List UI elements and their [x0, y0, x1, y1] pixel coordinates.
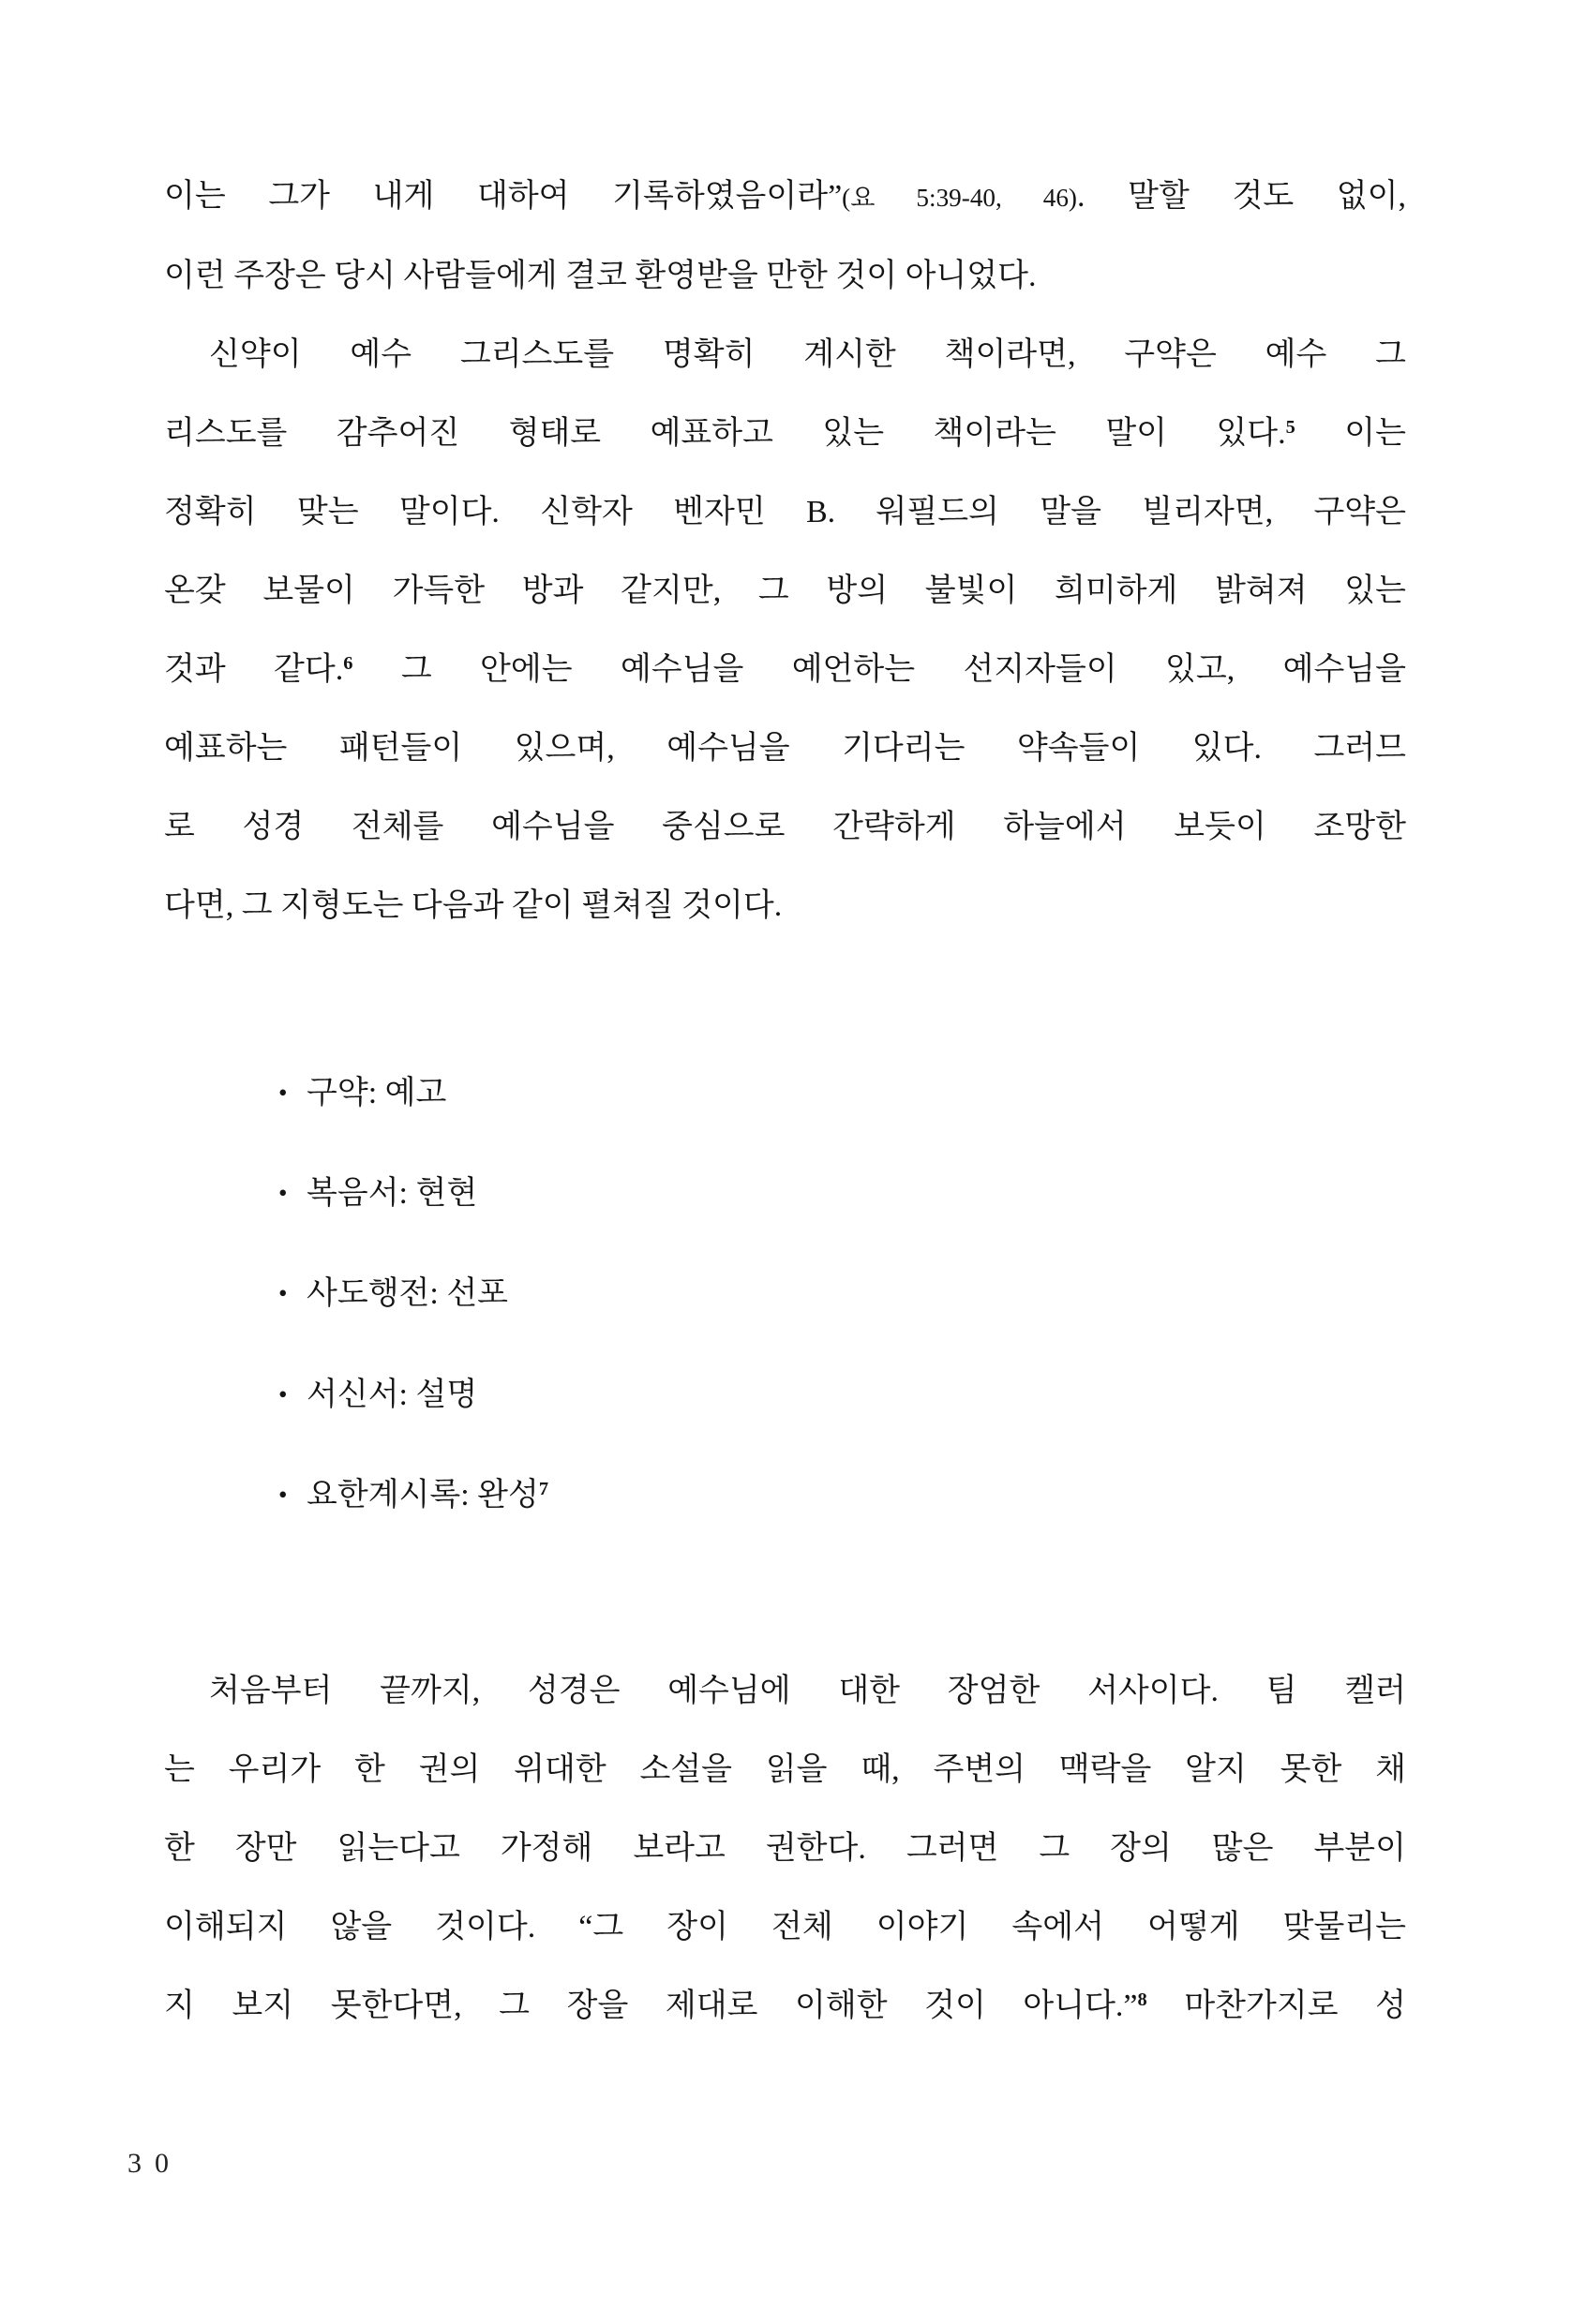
paragraph [164, 316, 1406, 946]
bullet-list [278, 1043, 1406, 1545]
text-line [164, 1967, 1406, 2046]
page-number: 30 [127, 2148, 182, 2179]
line-segment: 요한계시록: 완성 [307, 1477, 539, 1512]
line-segment: 예표하는 패턴들이 있으며, 예수님을 기다리는 약속들이 있다. 그러므 [164, 731, 1406, 766]
bullet-dot-icon: • [278, 1079, 288, 1107]
line-segment: 그 안에는 예수님을 예언하는 선지자들이 있고, 예수님을 [352, 652, 1406, 687]
text-line [164, 1810, 1406, 1888]
bullet-dot-icon: • [278, 1179, 288, 1208]
text-line [164, 395, 1406, 473]
line-segment: 복음서: 현현 [307, 1176, 478, 1212]
line-segment: 구약: 예고 [307, 1076, 447, 1111]
bullet-dot-icon: • [278, 1480, 288, 1509]
line-segment: 사도행전: 선포 [307, 1276, 509, 1312]
text-line [164, 552, 1406, 631]
line-segment: 한 장만 읽는다고 가정해 보라고 권한다. 그러면 그 장의 많은 부분이 [164, 1830, 1406, 1866]
line-segment: 것과 같다. [164, 652, 344, 687]
line-segment: 온갖 보물이 가득한 방과 같지만, 그 방의 불빛이 희미하게 밝혀져 있는 [164, 574, 1406, 608]
bullet-item [278, 1143, 1406, 1244]
text-line [164, 709, 1406, 788]
text-line [164, 157, 1406, 237]
bullet-item [278, 1445, 1406, 1545]
bullet-dot-icon: • [278, 1379, 288, 1408]
line-segment: . 말할 것도 없이, [1077, 179, 1406, 214]
footnote-marker: 7 [538, 1478, 549, 1499]
footnote-marker: 5 [1285, 416, 1295, 438]
line-segment: 는 우리가 한 권의 위대한 소설을 읽을 때, 주변의 맥락을 알지 못한 채 [164, 1751, 1406, 1787]
line-segment: 이는 그가 내게 대하여 기록하였음이라” [164, 179, 843, 214]
bullet-item [278, 1043, 1406, 1143]
text-line [164, 237, 1406, 316]
line-segment: 이는 [1295, 416, 1406, 451]
line-segment: 다면, 그 지형도는 다음과 같이 펼쳐질 것이다. [164, 888, 783, 923]
text-line [164, 1888, 1406, 1967]
bullet-item [278, 1244, 1406, 1344]
text-line [164, 316, 1406, 395]
paragraph [164, 1652, 1406, 2046]
footnote-marker: 6 [343, 652, 353, 674]
line-segment: 이런 주장은 당시 사람들에게 결코 환영받을 만한 것이 아니었다. [164, 259, 1037, 293]
line-segment: 마찬가지로 성 [1146, 1988, 1406, 2023]
line-segment: 처음부터 끝까지, 성경은 예수님에 대한 장엄한 서사이다. 팀 켈러 [209, 1673, 1406, 1708]
paragraph [164, 157, 1406, 316]
text-block [164, 157, 1406, 2046]
bullet-item [278, 1345, 1406, 1445]
text-line [164, 867, 1406, 946]
line-segment: 신약이 예수 그리스도를 명확히 계시한 책이라면, 구약은 예수 그 [209, 337, 1406, 372]
line-segment: 이해되지 않을 것이다. “그 장이 전체 이야기 속에서 어떻게 맞물리는 [164, 1909, 1406, 1944]
line-segment: 지 보지 못한다면, 그 장을 제대로 이해한 것이 아니다.” [164, 1988, 1138, 2023]
line-segment: 리스도를 감추어진 형태로 예표하고 있는 책이라는 말이 있다. [164, 416, 1286, 451]
footnote-marker: 8 [1137, 1989, 1147, 2010]
text-line [164, 631, 1406, 709]
text-line [164, 1731, 1406, 1810]
text-line [164, 788, 1406, 867]
line-segment: 로 성경 전체를 예수님을 중심으로 간략하게 하늘에서 보듯이 조망한 [164, 810, 1406, 844]
bullet-dot-icon: • [278, 1279, 288, 1308]
line-segment: 서신서: 설명 [307, 1377, 478, 1412]
scripture-ref: (요 5:39-40, 46) [842, 184, 1077, 212]
text-line [164, 473, 1406, 552]
line-segment: 정확히 맞는 말이다. 신학자 벤자민 B. 워필드의 말을 빌리자면, 구약은 [164, 495, 1406, 529]
text-line [164, 1652, 1406, 1731]
